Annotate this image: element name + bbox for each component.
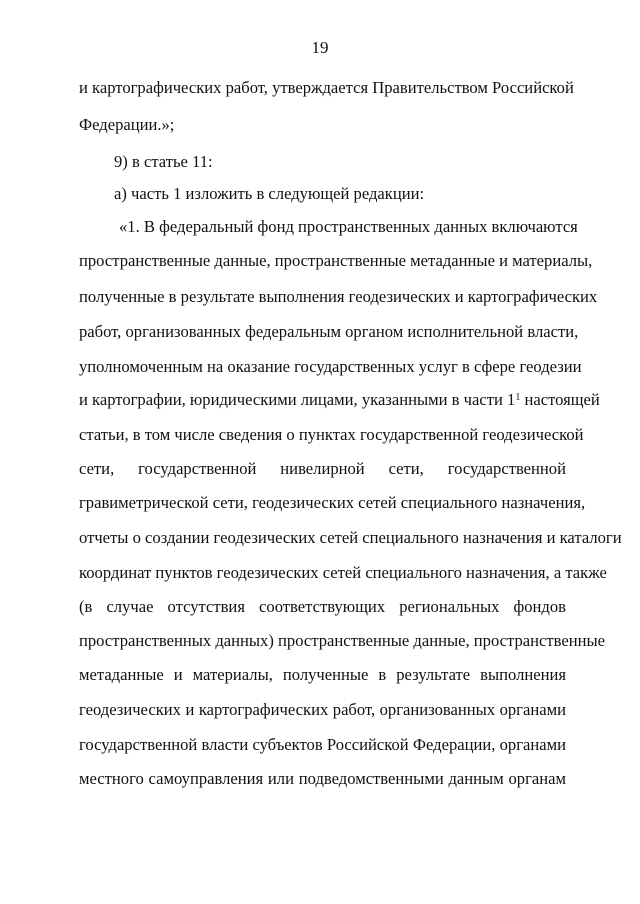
text-line bbox=[79, 389, 600, 411]
text-line: государственной власти субъектов Российской Федерации, органами bbox=[79, 735, 566, 754]
text-segment: настоящей bbox=[520, 390, 600, 409]
text-line: статьи, в том числе сведения о пунктах государственной геодезической bbox=[79, 425, 584, 444]
text-line: уполномоченным на оказание государственных услуг в сфере геодезии bbox=[79, 357, 582, 376]
text-line: работ, организованных федеральным органом исполнительной власти, bbox=[79, 322, 579, 341]
text-line: а) часть 1 изложить в следующей редакции: bbox=[114, 184, 425, 203]
text-line: полученные в результате выполнения геодезических и картографических bbox=[79, 287, 598, 306]
text-line: геодезических и картографических работ, организованных органами bbox=[79, 700, 566, 719]
text-segment: и картографии, юридическими лицами, указанными в части 1 bbox=[79, 390, 516, 409]
text-line: (в случае отсутствия соответствующих региональных фондов bbox=[79, 597, 566, 616]
text-line: отчеты о создании геодезических сетей специального назначения и каталоги bbox=[79, 528, 622, 547]
text-line: сети, государственной нивелирной сети, государственной bbox=[79, 459, 566, 478]
text-line: «1. В федеральный фонд пространственных данных включаются bbox=[119, 217, 578, 236]
text-line: местного самоуправления или подведомственными данным органам bbox=[79, 769, 566, 788]
text-line: пространственных данных) пространственные данные, пространственные bbox=[79, 631, 606, 650]
page-number: 19 bbox=[311, 38, 329, 57]
superscript: 1 bbox=[515, 392, 521, 403]
text-line: координат пунктов геодезических сетей специального назначения, а также bbox=[79, 563, 607, 582]
text-line: и картографических работ, утверждается Правительством Российской bbox=[79, 78, 574, 97]
text-line: пространственные данные, пространственные метаданные и материалы, bbox=[79, 251, 593, 270]
text-line: Федерации.»; bbox=[79, 115, 175, 134]
text-line: метаданные и материалы, полученные в результате выполнения bbox=[79, 665, 566, 684]
text-line: 9) в статье 11: bbox=[114, 152, 213, 171]
text-line: гравиметрической сети, геодезических сетей специального назначения, bbox=[79, 493, 586, 512]
